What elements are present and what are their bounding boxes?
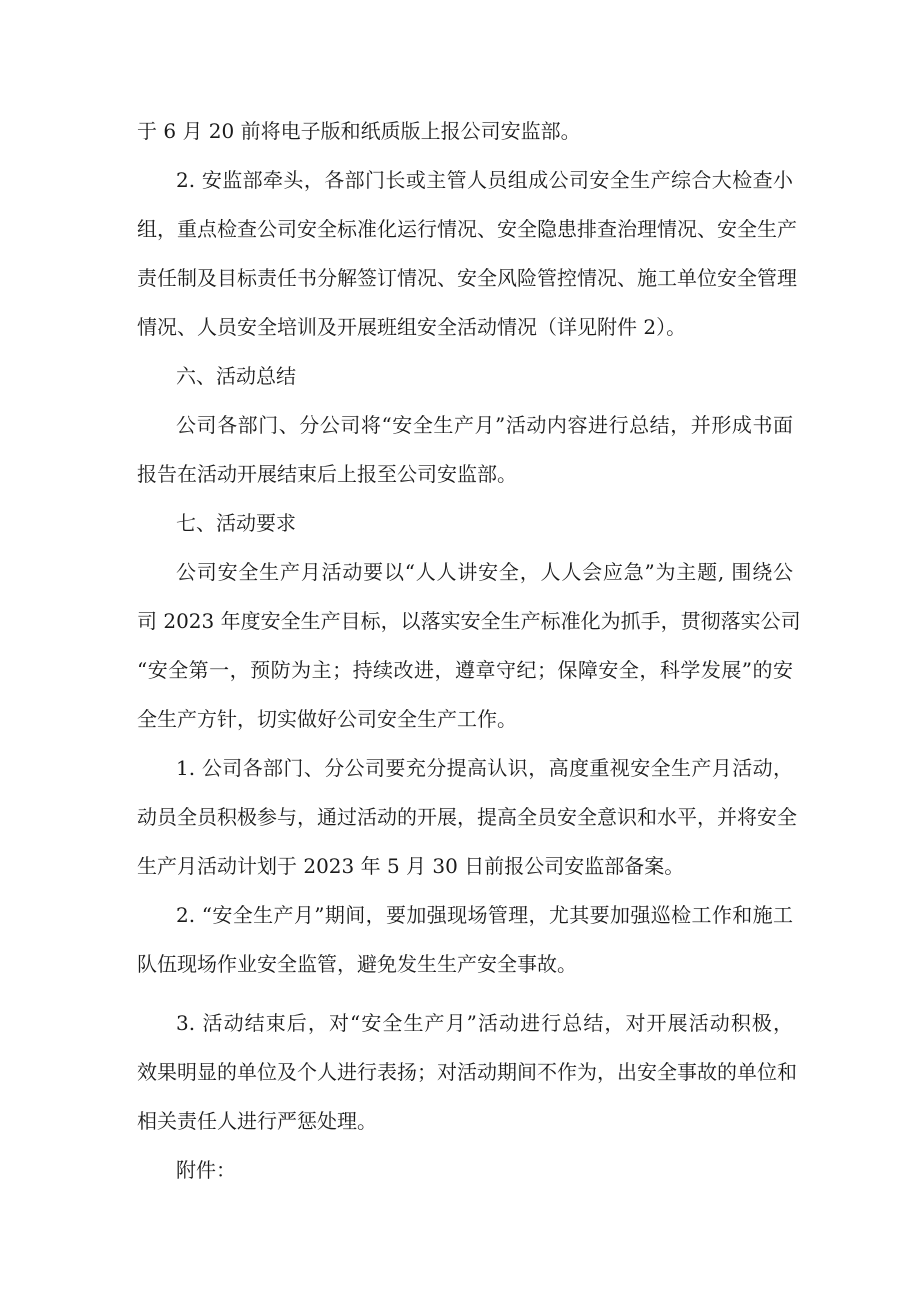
paragraph-line: 全生产方针，切实做好公司安全生产工作。	[137, 707, 517, 731]
paragraph-line: 1. 公司各部门、分公司要充分提高认识，高度重视安全生产月活动，	[176, 756, 793, 780]
paragraph-line: 3. 活动结束后，对“安全生产月”活动进行总结，对开展活动积极，	[176, 1011, 793, 1035]
section-heading: 七、活动要求	[176, 511, 296, 535]
paragraph-line: 组，重点检查公司安全标准化运行情况、安全隐患排查治理情况、安全生产	[137, 217, 797, 241]
paragraph-line: 情况、人员安全培训及开展班组安全活动情况（详见附件 2）。	[137, 315, 687, 339]
paragraph-line: 责任制及目标责任书分解签订情况、安全风险管控情况、施工单位安全管理	[137, 266, 797, 290]
paragraph-line: 动员全员积极参与，通过活动的开展，提高全员安全意识和水平，并将安全	[137, 805, 797, 829]
paragraph-line: 公司各部门、分公司将“安全生产月”活动内容进行总结，并形成书面	[176, 413, 793, 437]
paragraph-line: 2. 安监部牵头，各部门长或主管人员组成公司安全生产综合大检查小	[176, 168, 793, 192]
paragraph-line: 2. “安全生产月”期间，要加强现场管理，尤其要加强巡检工作和施工	[176, 903, 793, 927]
paragraph-line: 报告在活动开展结束后上报至公司安监部。	[137, 462, 517, 486]
paragraph-line: 队伍现场作业安全监管，避免发生生产安全事故。	[137, 952, 577, 976]
attachment-label: 附件：	[176, 1158, 236, 1182]
paragraph-line: 相关责任人进行严惩处理。	[137, 1109, 377, 1133]
paragraph-line: 公司安全生产月活动要以“人人讲安全，人人会应急”为主题, 围绕公	[176, 560, 793, 584]
section-heading: 六、活动总结	[176, 364, 296, 388]
paragraph-line: 生产月活动计划于 2023 年 5 月 30 日前报公司安监部备案。	[137, 854, 685, 878]
paragraph-line: 效果明显的单位及个人进行表扬；对活动期间不作为，出安全事故的单位和	[137, 1060, 797, 1084]
paragraph-line: “安全第一，预防为主；持续改进，遵章守纪；保障安全，科学发展”的安	[137, 658, 793, 682]
paragraph-line: 司 2023 年度安全生产目标，以落实安全生产标准化为抓手，贯彻落实公司	[137, 609, 801, 633]
paragraph-line: 于 6 月 20 前将电子版和纸质版上报公司安监部。	[137, 119, 581, 143]
